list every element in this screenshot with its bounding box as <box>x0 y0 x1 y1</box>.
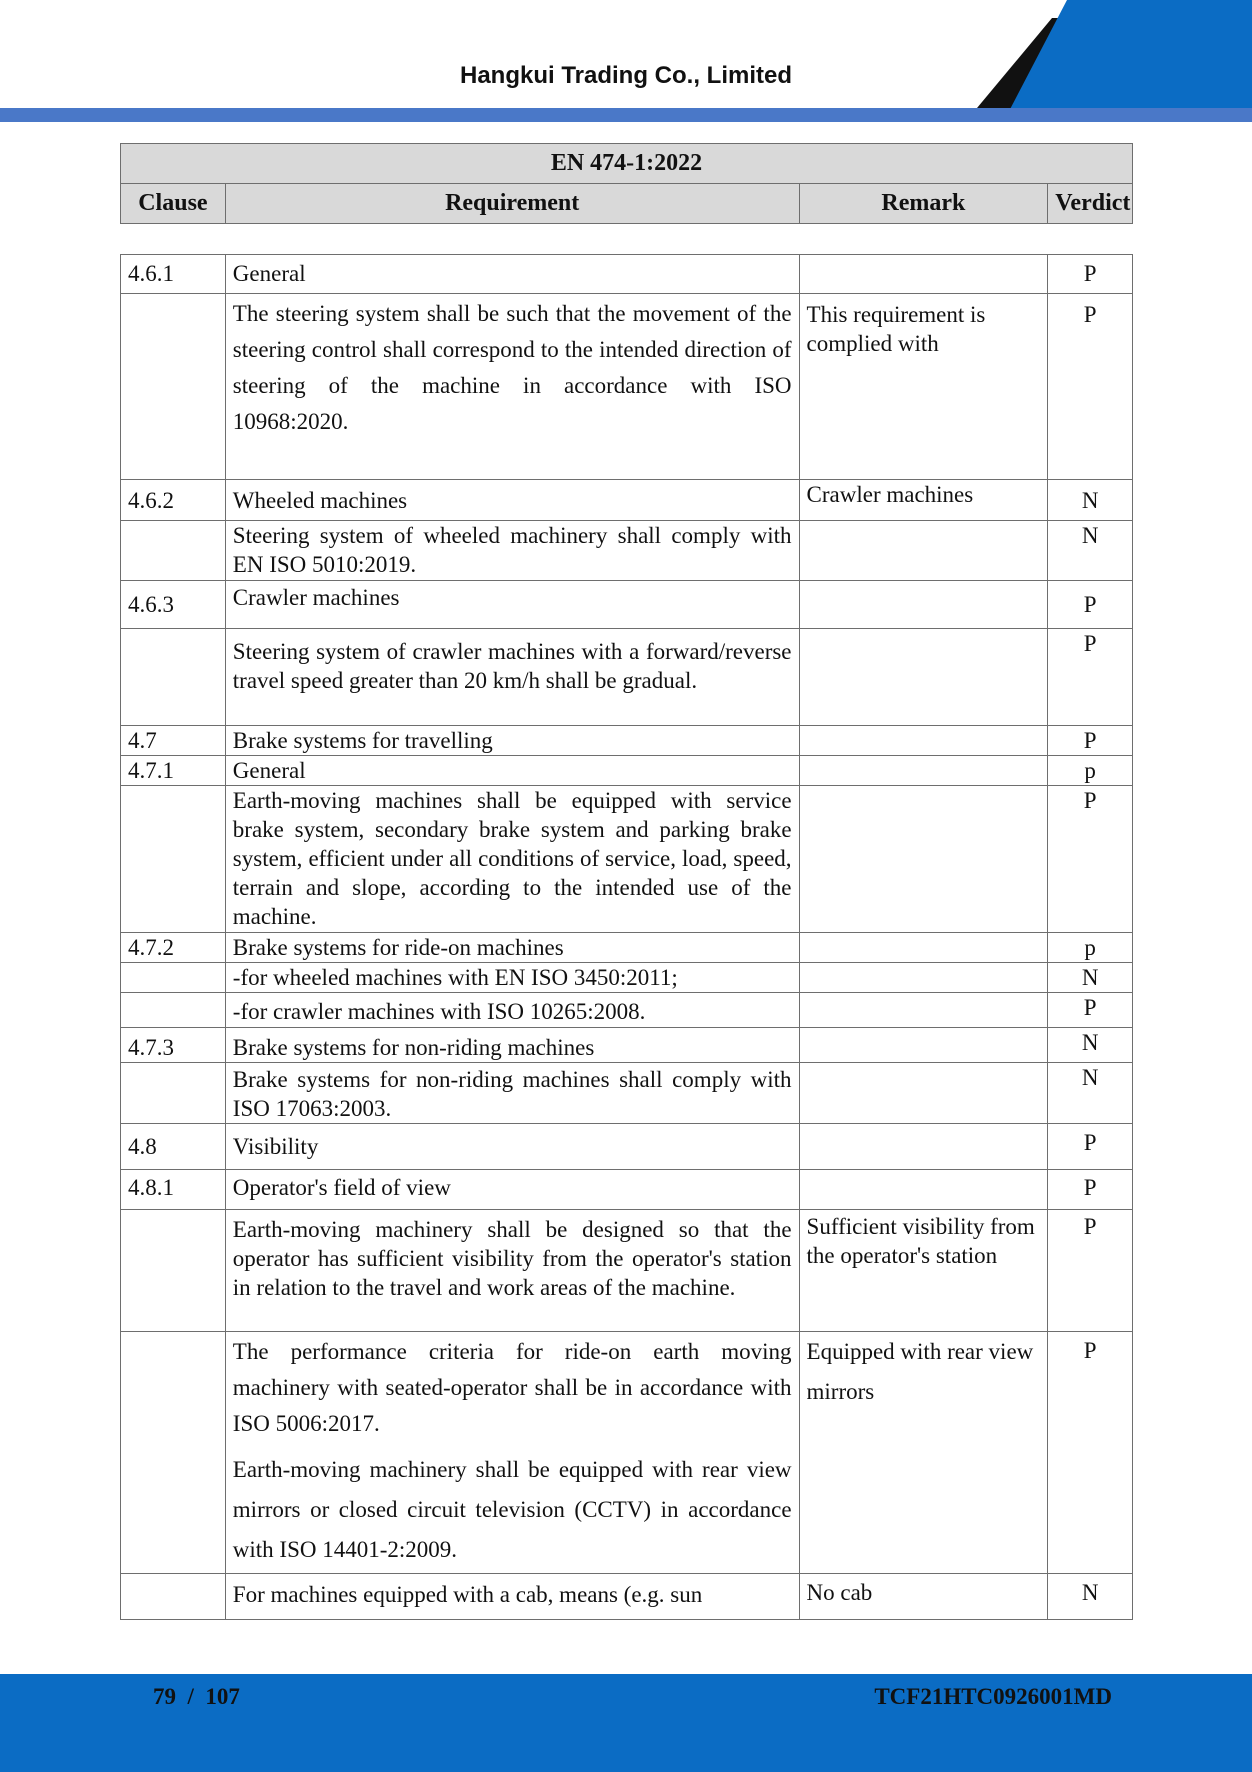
table-row <box>121 1332 1133 1574</box>
requirement-cell: Brake systems for travelling <box>225 726 799 756</box>
remark-cell <box>799 756 1048 786</box>
remark-cell <box>799 1028 1048 1063</box>
remark-cell <box>799 786 1048 933</box>
table-row <box>121 993 1133 1028</box>
standard-title: EN 474-1:2022 <box>121 144 1133 184</box>
table-row <box>121 786 1133 933</box>
company-name: Hangkui Trading Co., Limited <box>459 62 792 89</box>
verdict-cell: P <box>1048 255 1133 294</box>
requirement-cell: Brake systems for ride-on machines <box>225 933 799 963</box>
requirement-cell: General <box>225 255 799 294</box>
clause-cell <box>121 993 226 1028</box>
remark-cell <box>799 521 1048 581</box>
remark-cell <box>799 581 1048 629</box>
remark-cell: This requirement is complied with <box>799 294 1048 480</box>
table-row <box>121 581 1133 629</box>
table-row <box>121 629 1133 726</box>
remark-cell <box>799 255 1048 294</box>
requirement-cell: Crawler machines <box>225 581 799 629</box>
remark-cell: Sufficient visibility from the operator's station <box>799 1210 1048 1332</box>
clause-cell <box>121 786 226 933</box>
table-row <box>121 726 1133 756</box>
requirement-cell: -for crawler machines with ISO 10265:2008. <box>225 993 799 1028</box>
clause-cell: 4.8.1 <box>121 1170 226 1210</box>
table-row <box>121 255 1133 294</box>
table-row <box>121 756 1133 786</box>
table-row <box>121 933 1133 963</box>
requirement-cell: Steering system of wheeled machinery shall comply with EN ISO 5010:2019. <box>225 521 799 581</box>
remark-cell <box>799 963 1048 993</box>
column-header-requirement: Requirement <box>225 184 799 224</box>
clause-cell <box>121 521 226 581</box>
requirement-cell: Brake systems for non-riding machines <box>225 1028 799 1063</box>
clause-cell <box>121 1332 226 1574</box>
remark-cell <box>799 726 1048 756</box>
requirement-cell: Brake systems for non-riding machines shall comply with ISO 17063:2003. <box>225 1063 799 1124</box>
clause-cell: 4.6.1 <box>121 255 226 294</box>
clause-cell: 4.7.1 <box>121 756 226 786</box>
remark-cell <box>799 1124 1048 1170</box>
clause-cell <box>121 1063 226 1124</box>
clause-cell <box>121 1210 226 1332</box>
remark-cell <box>799 933 1048 963</box>
header-bar <box>0 108 1252 122</box>
clause-cell <box>121 294 226 480</box>
remark-cell <box>799 1063 1048 1124</box>
clause-cell: 4.8 <box>121 1124 226 1170</box>
clause-cell: 4.7 <box>121 726 226 756</box>
requirement-paragraph: The performance criteria for ride-on earth moving machinery with seated-operator shall be in accordance with ISO 5006:2017. <box>232 1339 792 1436</box>
verdict-cell: P <box>1048 294 1133 480</box>
verdict-cell: N <box>1048 480 1133 521</box>
clause-cell: 4.7.3 <box>121 1028 226 1063</box>
table-row <box>121 1210 1133 1332</box>
verdict-cell: P <box>1048 726 1133 756</box>
table-row <box>121 1124 1133 1170</box>
table-row <box>121 1170 1133 1210</box>
requirement-cell: General <box>225 756 799 786</box>
verdict-cell: N <box>1048 521 1133 581</box>
remark-cell <box>799 1170 1048 1210</box>
requirement-cell: -for wheeled machines with EN ISO 3450:2011; <box>225 963 799 993</box>
clause-cell <box>121 963 226 993</box>
requirement-cell: Visibility <box>225 1124 799 1170</box>
verdict-cell: P <box>1048 1332 1133 1574</box>
requirement-cell <box>225 1332 799 1574</box>
column-header-verdict: Verdict <box>1048 184 1133 224</box>
verdict-cell: P <box>1048 993 1133 1028</box>
table-row <box>121 1028 1133 1063</box>
verdict-cell: N <box>1048 1063 1133 1124</box>
table-row <box>121 521 1133 581</box>
report-number: TCF21HTC0926001MD <box>874 1684 1112 1709</box>
verdict-cell: p <box>1048 933 1133 963</box>
requirement-cell: Wheeled machines <box>225 480 799 521</box>
column-header-remark: Remark <box>799 184 1048 224</box>
verdict-cell: P <box>1048 1124 1133 1170</box>
clause-cell <box>121 1574 226 1620</box>
verdict-cell: N <box>1048 1028 1133 1063</box>
remark-cell: No cab <box>799 1574 1048 1620</box>
page-number: 79 / 107 <box>153 1684 240 1709</box>
clause-cell: 4.6.3 <box>121 581 226 629</box>
table-row <box>121 480 1133 521</box>
header-corner-decoration <box>972 0 1252 122</box>
requirement-cell: Operator's field of view <box>225 1170 799 1210</box>
requirement-paragraph: Earth-moving machinery shall be equipped with rear view mirrors or closed circuit television (CCTV) in accordance with ISO 14401-2:2009. <box>232 1457 792 1562</box>
verdict-cell: P <box>1048 1210 1133 1332</box>
remark-cell: Equipped with rear view mirrors <box>799 1332 1048 1574</box>
table-row <box>121 294 1133 480</box>
remark-cell: Crawler machines <box>799 480 1048 521</box>
requirement-cell: The steering system shall be such that the movement of the steering control shall correspond to the intended direction of steering of the machine in accordance with ISO 10968:2020. <box>225 294 799 480</box>
verdict-cell: p <box>1048 756 1133 786</box>
clause-cell: 4.6.2 <box>121 480 226 521</box>
remark-cell <box>799 629 1048 726</box>
requirement-cell: Steering system of crawler machines with a forward/reverse travel speed greater than 20 km/h shall be gradual. <box>225 629 799 726</box>
requirement-cell: Earth-moving machinery shall be designed so that the operator has sufficient visibility from the operator's station in relation to the travel and work areas of the machine. <box>225 1210 799 1332</box>
verdict-cell: P <box>1048 581 1133 629</box>
verdict-cell: N <box>1048 963 1133 993</box>
standard-table-header <box>120 143 1133 224</box>
verdict-cell: P <box>1048 629 1133 726</box>
table-row <box>121 963 1133 993</box>
column-header-clause: Clause <box>121 184 226 224</box>
remark-cell <box>799 993 1048 1028</box>
requirement-cell: For machines equipped with a cab, means (e.g. sun <box>225 1574 799 1620</box>
verdict-cell: N <box>1048 1574 1133 1620</box>
clause-cell <box>121 629 226 726</box>
clause-cell: 4.7.2 <box>121 933 226 963</box>
verdict-cell: P <box>1048 1170 1133 1210</box>
requirement-cell: Earth-moving machines shall be equipped with service brake system, secondary brake system and parking brake system, efficient under all conditions of service, load, speed, terrain and slope, according to the intended use of the machine. <box>225 786 799 933</box>
requirements-table <box>120 254 1133 1620</box>
table-row <box>121 1063 1133 1124</box>
table-row <box>121 1574 1133 1620</box>
verdict-cell: P <box>1048 786 1133 933</box>
